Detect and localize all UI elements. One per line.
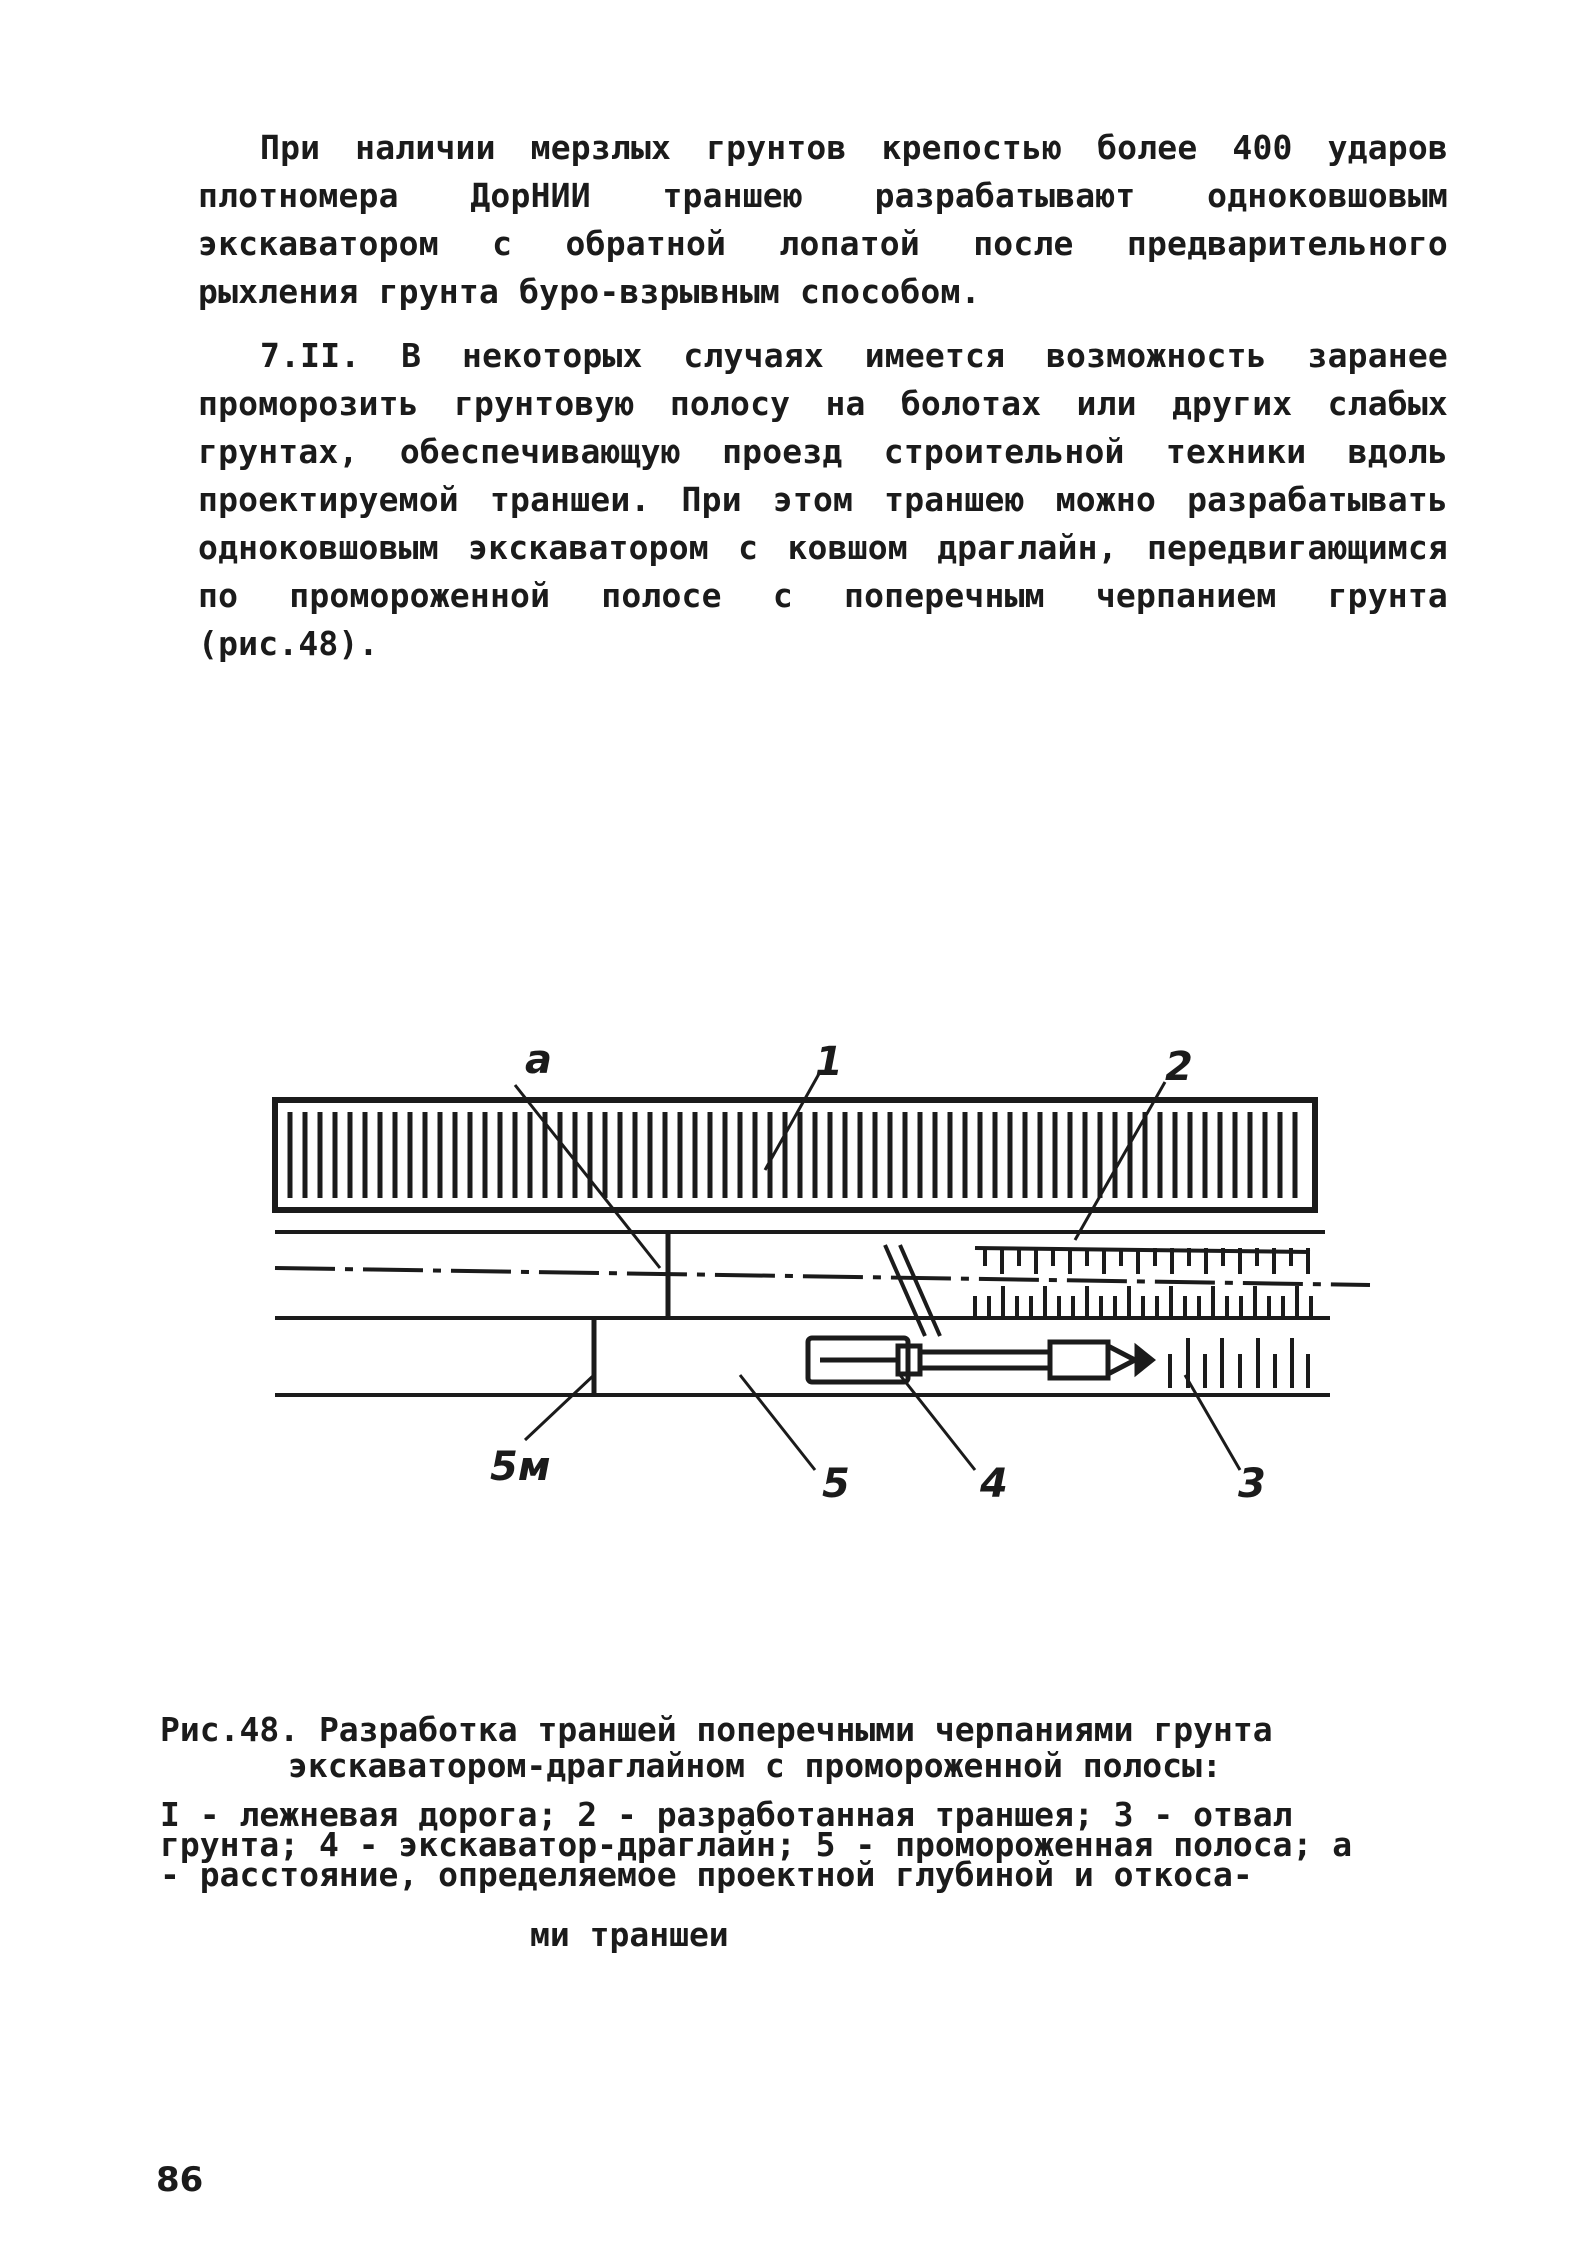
paragraph-2: 7.II. В некоторых случаях имеется возможность заранее проморозить грунтовую полосу на болотах или других слабых грунтах, обеспечивающую проезд строительной техники вдоль проектируемой траншеи. При этом траншею можно разрабатывать одноковшовым экскаватором с ковшом драглайн, передвигающимся по промороженной полосе с поперечным черпанием грунта (рис.48). — [198, 336, 1448, 663]
paragraph-1: При наличии мерзлых грунтов крепостью более 400 ударов плотномера ДорНИИ траншею разрабатывают одноковшовым экскаватором с обратной лопатой после предварительного рыхления грунта буро-взрывным способом. — [198, 128, 1448, 311]
figure-caption-legend-end: ми траншеи — [530, 1915, 729, 1954]
label-a: a — [525, 1037, 552, 1083]
label-4: 4 — [980, 1461, 1008, 1507]
caption-line-2: экскаватором-драглайном с промороженной полосы: — [288, 1746, 1222, 1785]
caption-line-1: Рис.48. Разработка траншей поперечными черпаниями грунта — [160, 1710, 1273, 1749]
spoil-pile — [1170, 1338, 1308, 1388]
figure-caption-legend: I - лежневая дорога; 2 - разработанная траншея; 3 - отвал грунта; 4 - экскаватор-драглайн; 5 - промороженная полоса; а - расстояние, определяемое проектной глубиной и откоса- — [160, 1795, 1353, 1894]
label-3: 3 — [1238, 1461, 1266, 1507]
label-5m: 5м — [490, 1444, 551, 1490]
page-number: 86 — [156, 2160, 204, 2200]
label-5: 5 — [822, 1461, 850, 1507]
label-2: 2 — [1165, 1044, 1193, 1090]
label-1: 1 — [815, 1039, 843, 1085]
figure-caption-title — [160, 1712, 1390, 1784]
